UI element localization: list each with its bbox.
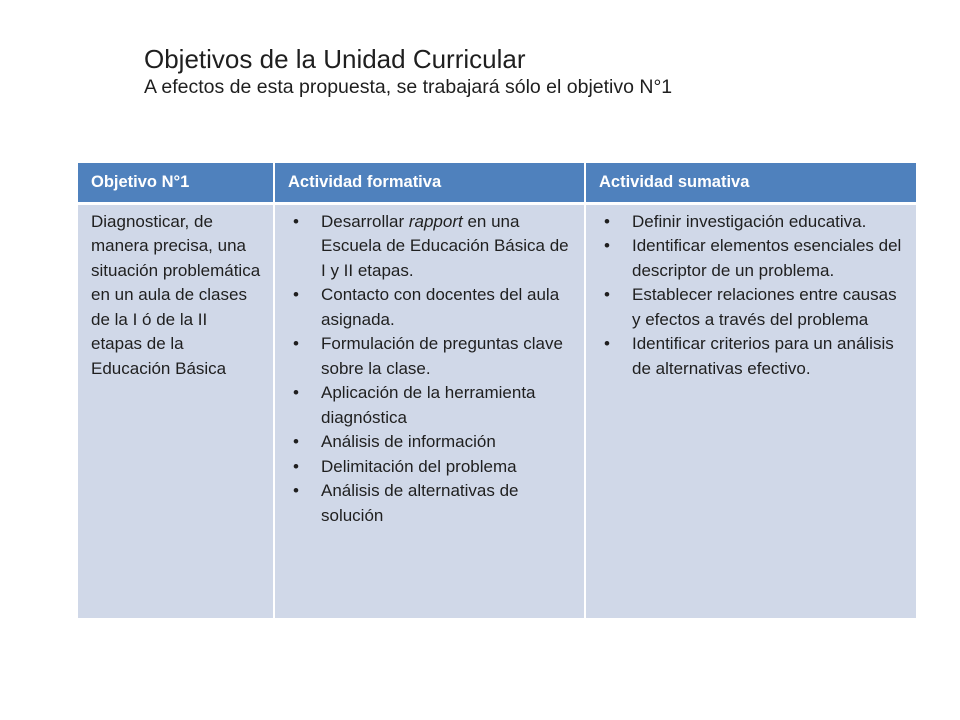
bullet-icon: •	[604, 211, 610, 231]
summative-item-text: Definir investigación educativa.	[632, 211, 867, 231]
formative-list	[287, 210, 572, 529]
bullet-icon: •	[293, 383, 299, 402]
bullet-icon: •	[293, 432, 299, 451]
summative-item-text: Establecer relaciones entre causas y efectos a través del problema	[632, 285, 897, 329]
slide-subtitle: A efectos de esta propuesta, se trabajará sólo el objetivo N°1	[144, 76, 673, 98]
formative-item	[287, 381, 572, 430]
summative-item-text: Identificar criterios para un análisis de alternativas efectivo.	[632, 334, 894, 378]
formative-item	[287, 479, 572, 528]
slide-heading	[144, 44, 904, 100]
bullet-icon: •	[604, 285, 610, 304]
table-header-row	[78, 163, 916, 203]
bullet-icon: •	[604, 334, 610, 353]
bullet-icon: •	[293, 285, 299, 304]
table-row	[78, 203, 916, 618]
summative-item-text: Identificar elementos esenciales del descriptor de un problema.	[632, 236, 902, 280]
summative-item	[598, 210, 904, 235]
formative-cell	[274, 203, 585, 618]
formative-item	[287, 332, 572, 381]
summative-list	[598, 210, 904, 382]
objective-text: Diagnosticar, de manera precisa, una situación problemática en un aula de clases de la I ó de la II etapas de la Educación Básica	[91, 211, 261, 378]
header-objective: Objetivo N°1	[78, 163, 274, 203]
bullet-icon: •	[293, 211, 299, 231]
objective-cell	[78, 203, 274, 618]
bullet-icon: •	[293, 334, 299, 353]
slide-title: Objetivos de la Unidad Curricular	[144, 44, 526, 74]
formative-item-text: Desarrollar	[321, 211, 409, 231]
formative-item-text: Delimitación del problema	[321, 456, 517, 476]
summative-cell	[585, 203, 916, 618]
objectives-table	[78, 163, 916, 618]
formative-item-emphasis: rapport	[408, 211, 463, 231]
header-formative-activity: Actividad formativa	[274, 163, 585, 203]
formative-item	[287, 283, 572, 332]
formative-item-text: Análisis de información	[321, 432, 496, 451]
formative-item-text-end: en una Escuela de Educación Básica de I y II etapas.	[321, 211, 569, 280]
summative-item	[598, 283, 904, 332]
summative-item	[598, 332, 904, 381]
formative-item-text: Análisis de alternativas de solución	[321, 481, 519, 525]
formative-item-text: Aplicación de la herramienta diagnóstica	[321, 383, 536, 427]
formative-item	[287, 210, 572, 284]
summative-item	[598, 234, 904, 283]
formative-item	[287, 455, 572, 480]
bullet-icon: •	[604, 236, 610, 255]
header-summative-activity: Actividad sumativa	[585, 163, 916, 203]
bullet-icon: •	[293, 481, 299, 500]
formative-item-text: Formulación de preguntas clave sobre la clase.	[321, 334, 563, 378]
formative-item	[287, 430, 572, 455]
formative-item-text: Contacto con docentes del aula asignada.	[321, 285, 560, 329]
bullet-icon: •	[293, 456, 299, 476]
